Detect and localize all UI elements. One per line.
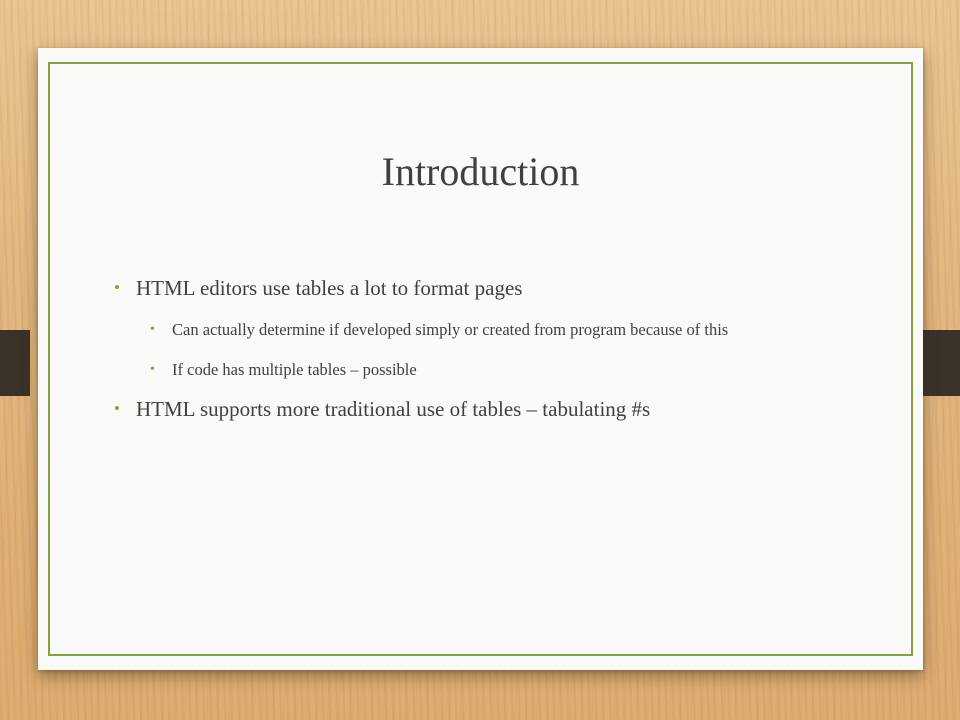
bullet-text: HTML editors use tables a lot to format pages — [136, 276, 523, 300]
bullet-item — [114, 395, 844, 423]
slide-title: Introduction — [381, 149, 580, 194]
sub-bullet-item — [114, 358, 844, 381]
slide-card — [38, 48, 923, 670]
bullet-text: HTML supports more traditional use of tables – tabulating #s — [136, 397, 651, 421]
bullet-dot-icon: • — [114, 278, 120, 297]
bullet-dot-icon: • — [150, 362, 155, 377]
sub-bullet-text: If code has multiple tables – possible — [172, 360, 417, 379]
sub-bullet-item — [114, 318, 844, 341]
sub-bullet-text: Can actually determine if developed simply or created from program because of this — [172, 320, 729, 339]
left-edge-tab — [0, 330, 30, 396]
bullet-dot-icon: • — [150, 322, 155, 337]
slide-body — [114, 274, 844, 423]
bullet-dot-icon: • — [114, 399, 120, 418]
bullet-item — [114, 274, 844, 302]
